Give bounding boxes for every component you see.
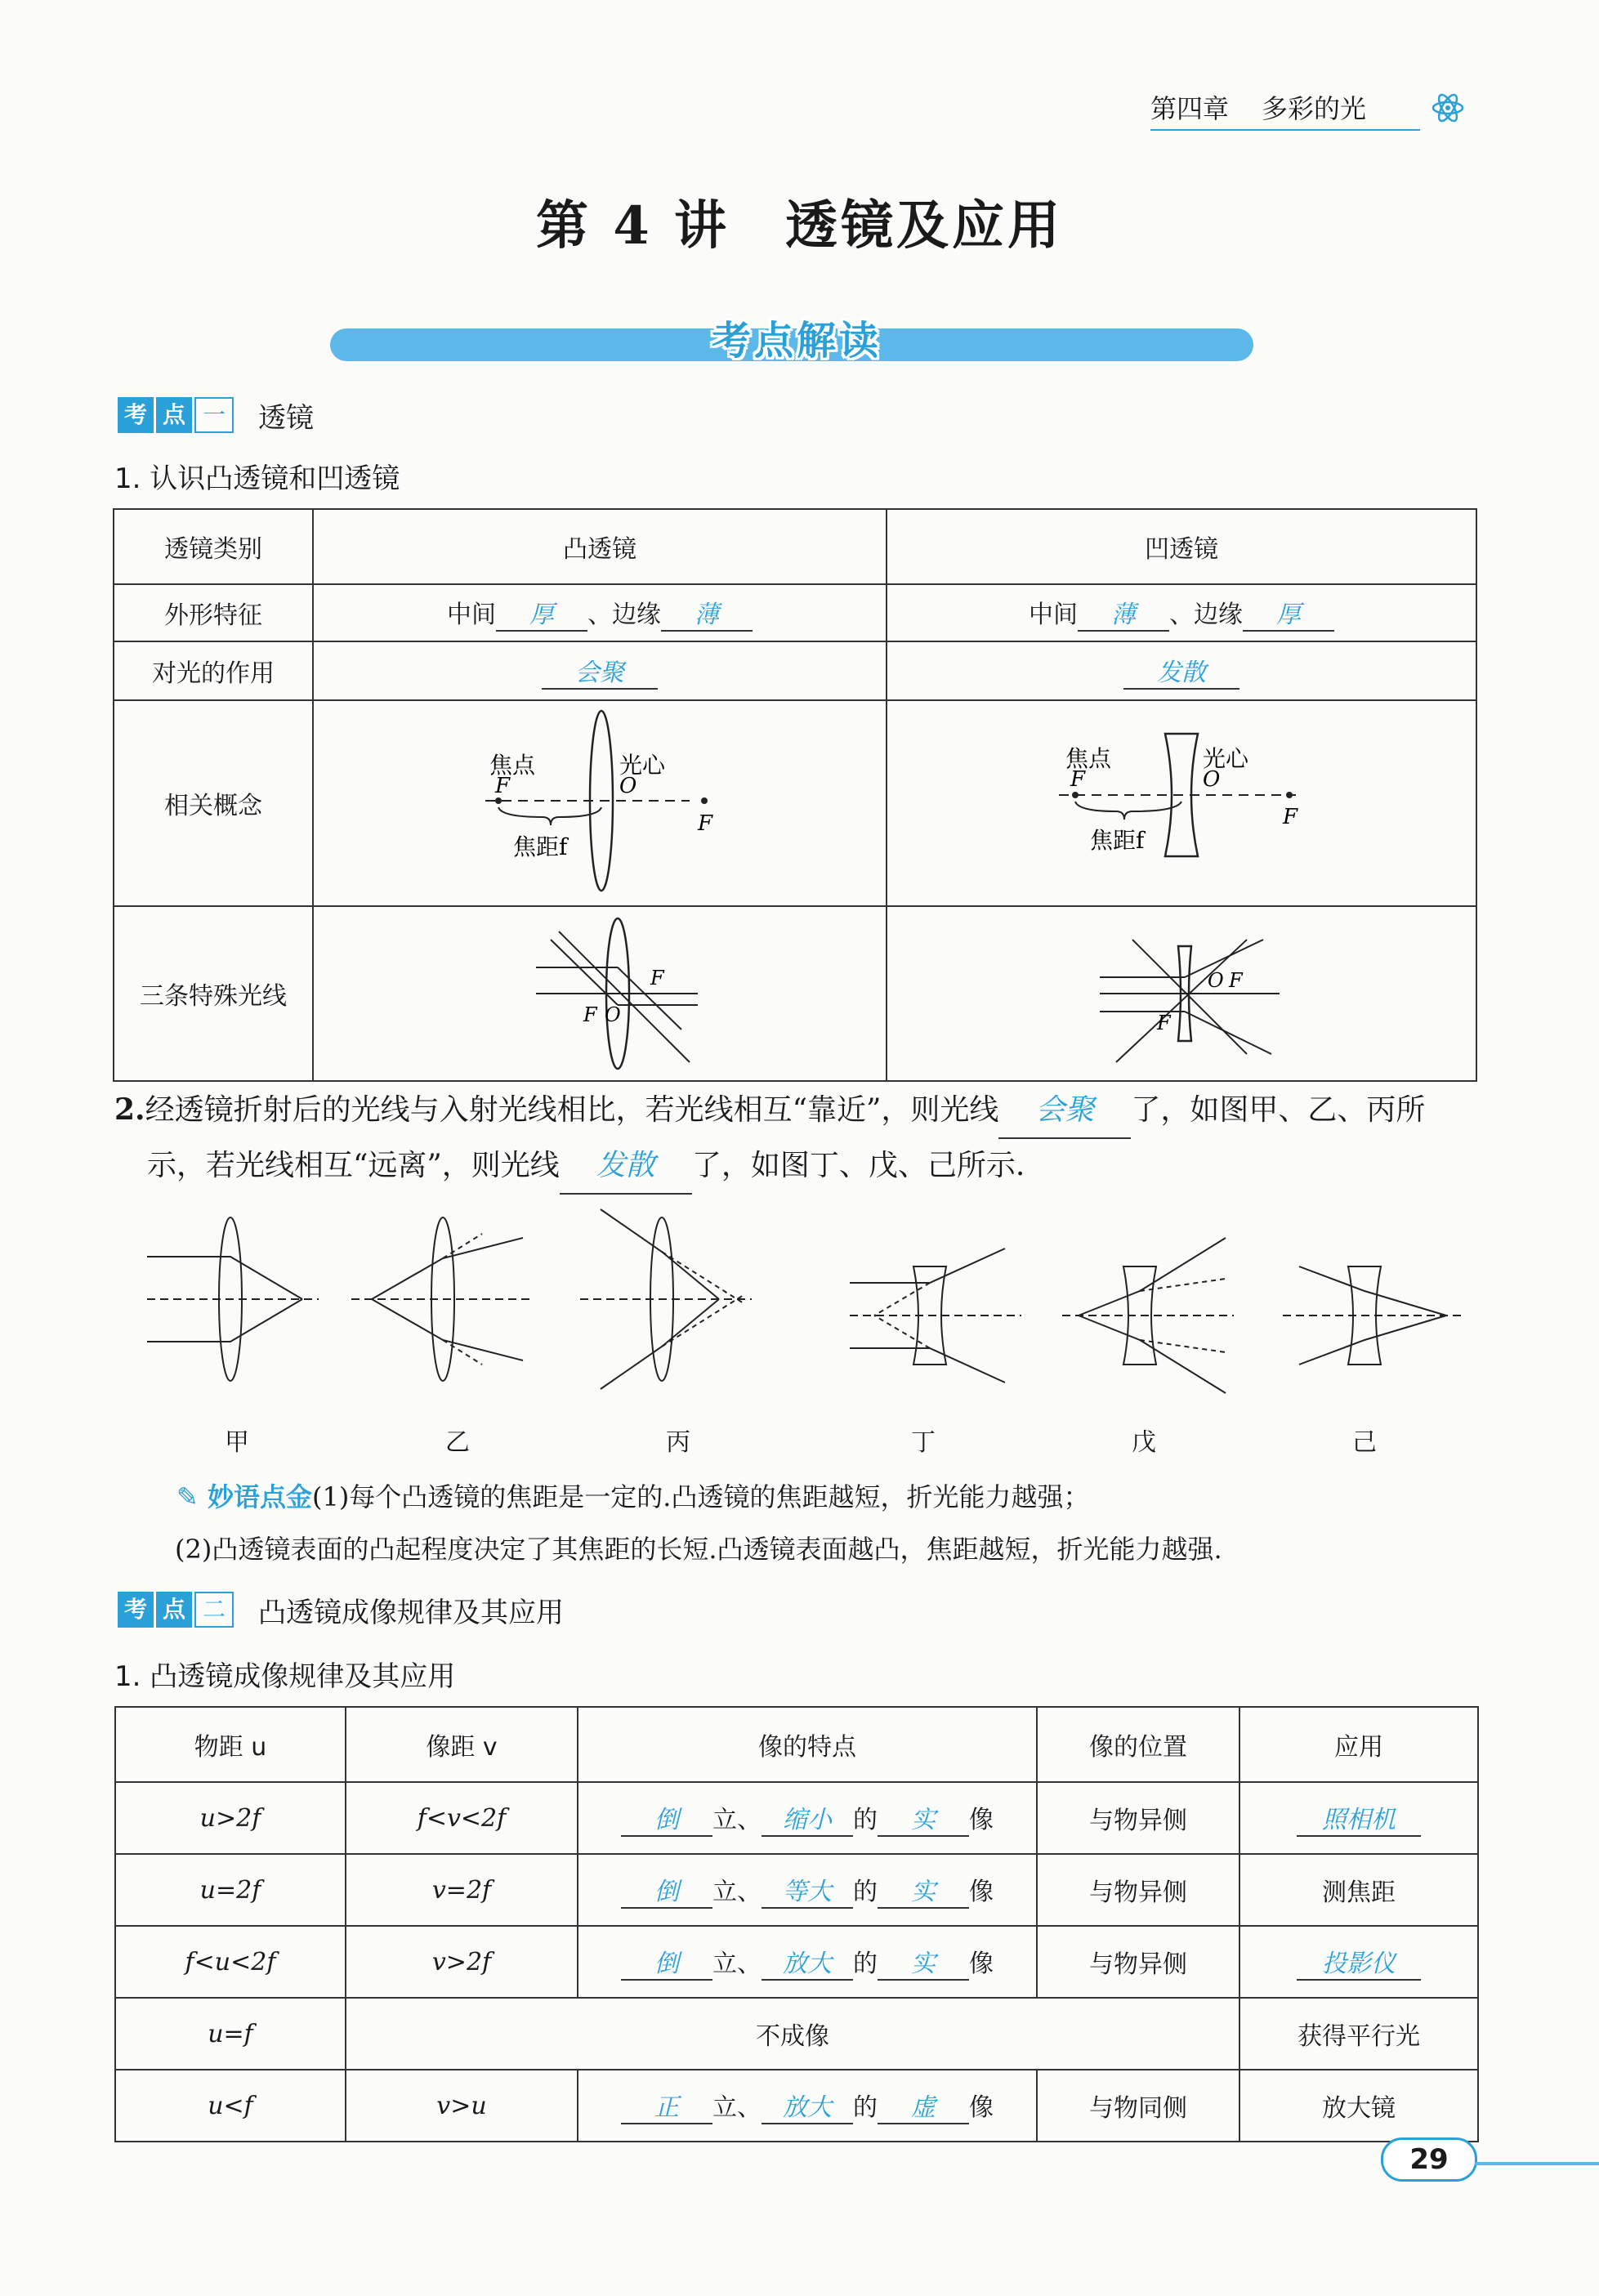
convex-rays-diagram — [314, 907, 886, 1080]
section1-heading — [118, 395, 314, 436]
chapter-title: 多彩的光 — [1262, 93, 1367, 124]
svg-text:F: F — [495, 774, 511, 798]
tip-block: ✎ 妙语点金(1)每个凸透镜的焦距是一定的.凸透镜的焦距越短，折光能力越强； (2)凸透镜表面的凸起程度决定了其焦距的长短.凸透镜表面越凸，焦距越短，折光能力越强. — [175, 1481, 1222, 1565]
chapter-header — [1150, 88, 1420, 131]
svg-text:F: F — [1157, 1012, 1171, 1034]
paragraph-2: 2.经透镜折射后的光线与入射光线相比，若光线相互“靠近”，则光线 会聚 了，如图甲、乙、丙所 示，若光线相互“远离”，则光线 发散 了，如图丁、戊、己所示. — [114, 1083, 1487, 1195]
lens-table: 透镜类别 凸透镜 凹透镜 外形特征 中间 厚 、边缘 薄 中间 薄 、边缘 厚 对光的作用 会聚 发散 相关概念 焦点 F 光心 O F 焦距f 焦点 F 光心 O F 焦距f 三条特殊光线 F F O O F F — [113, 508, 1477, 1082]
svg-text:焦距f: 焦距f — [513, 833, 568, 860]
concave-rays-diagram — [887, 907, 1476, 1080]
chapter-label: 第四章 — [1150, 93, 1230, 124]
caption-ding: 丁 — [911, 1428, 936, 1457]
section1-sub1: 1. 认识凸透镜和凹透镜 — [114, 462, 400, 495]
section2-heading — [118, 1590, 564, 1630]
convex-concept-diagram — [314, 701, 886, 905]
page-number-rule — [1475, 2162, 1599, 2165]
svg-text:F: F — [650, 967, 664, 989]
kaodian-badge: 考 点 二 — [118, 1592, 234, 1629]
section2-sub1: 1. 凸透镜成像规律及其应用 — [114, 1660, 456, 1693]
svg-text:O: O — [1203, 767, 1221, 792]
lesson-title: 第 4 讲 透镜及应用 — [535, 195, 1064, 257]
svg-text:O: O — [1208, 969, 1224, 992]
svg-text:F: F — [1229, 969, 1243, 992]
imaging-table: 物距 u 像距 v 像的特点 像的位置 应用 u>2f f<v<2f 倒 立、 缩小 的 实 像 与物异侧 照相机 u=2f v=2f 倒 立、 等大 的 实 像 与物异侧 测焦距 f<u<2f v>2f 倒 立、 放大 的 实 像 与物异侧 投影仪 u=f 不成像 获得平行光 u<f v>u 正 立、 放大 的 虚 像 与物同侧 放大镜 — [114, 1706, 1479, 2142]
page-number: 29 — [1381, 2137, 1477, 2182]
section2-title: 凸透镜成像规律及其应用 — [258, 1597, 564, 1629]
atom-icon — [1430, 90, 1466, 126]
caption-yi: 乙 — [445, 1428, 470, 1457]
refraction-figures — [139, 1201, 1479, 1414]
banner-label: 考点解读 — [711, 318, 882, 364]
tip-label: ✎ 妙语点金 — [176, 1481, 312, 1512]
caption-bing: 丙 — [666, 1428, 690, 1457]
svg-text:光心: 光心 — [619, 752, 666, 779]
kaodian-badge: 考 点 一 — [118, 397, 234, 435]
concave-concept-diagram — [887, 701, 1476, 905]
svg-text:F: F — [583, 1003, 597, 1026]
caption-jia: 甲 — [225, 1428, 249, 1457]
caption-wu: 戊 — [1132, 1428, 1156, 1457]
svg-text:F: F — [1283, 805, 1298, 829]
caption-ji: 己 — [1352, 1428, 1377, 1457]
svg-text:焦点: 焦点 — [489, 752, 536, 779]
section1-title: 透镜 — [258, 402, 314, 435]
svg-text:焦距f: 焦距f — [1090, 827, 1145, 854]
svg-text:焦点: 焦点 — [1065, 745, 1112, 772]
svg-text:F: F — [698, 811, 713, 836]
svg-text:F: F — [1070, 767, 1086, 792]
svg-text:光心: 光心 — [1203, 745, 1249, 772]
svg-text:O: O — [619, 774, 637, 798]
svg-text:O: O — [605, 1003, 621, 1026]
